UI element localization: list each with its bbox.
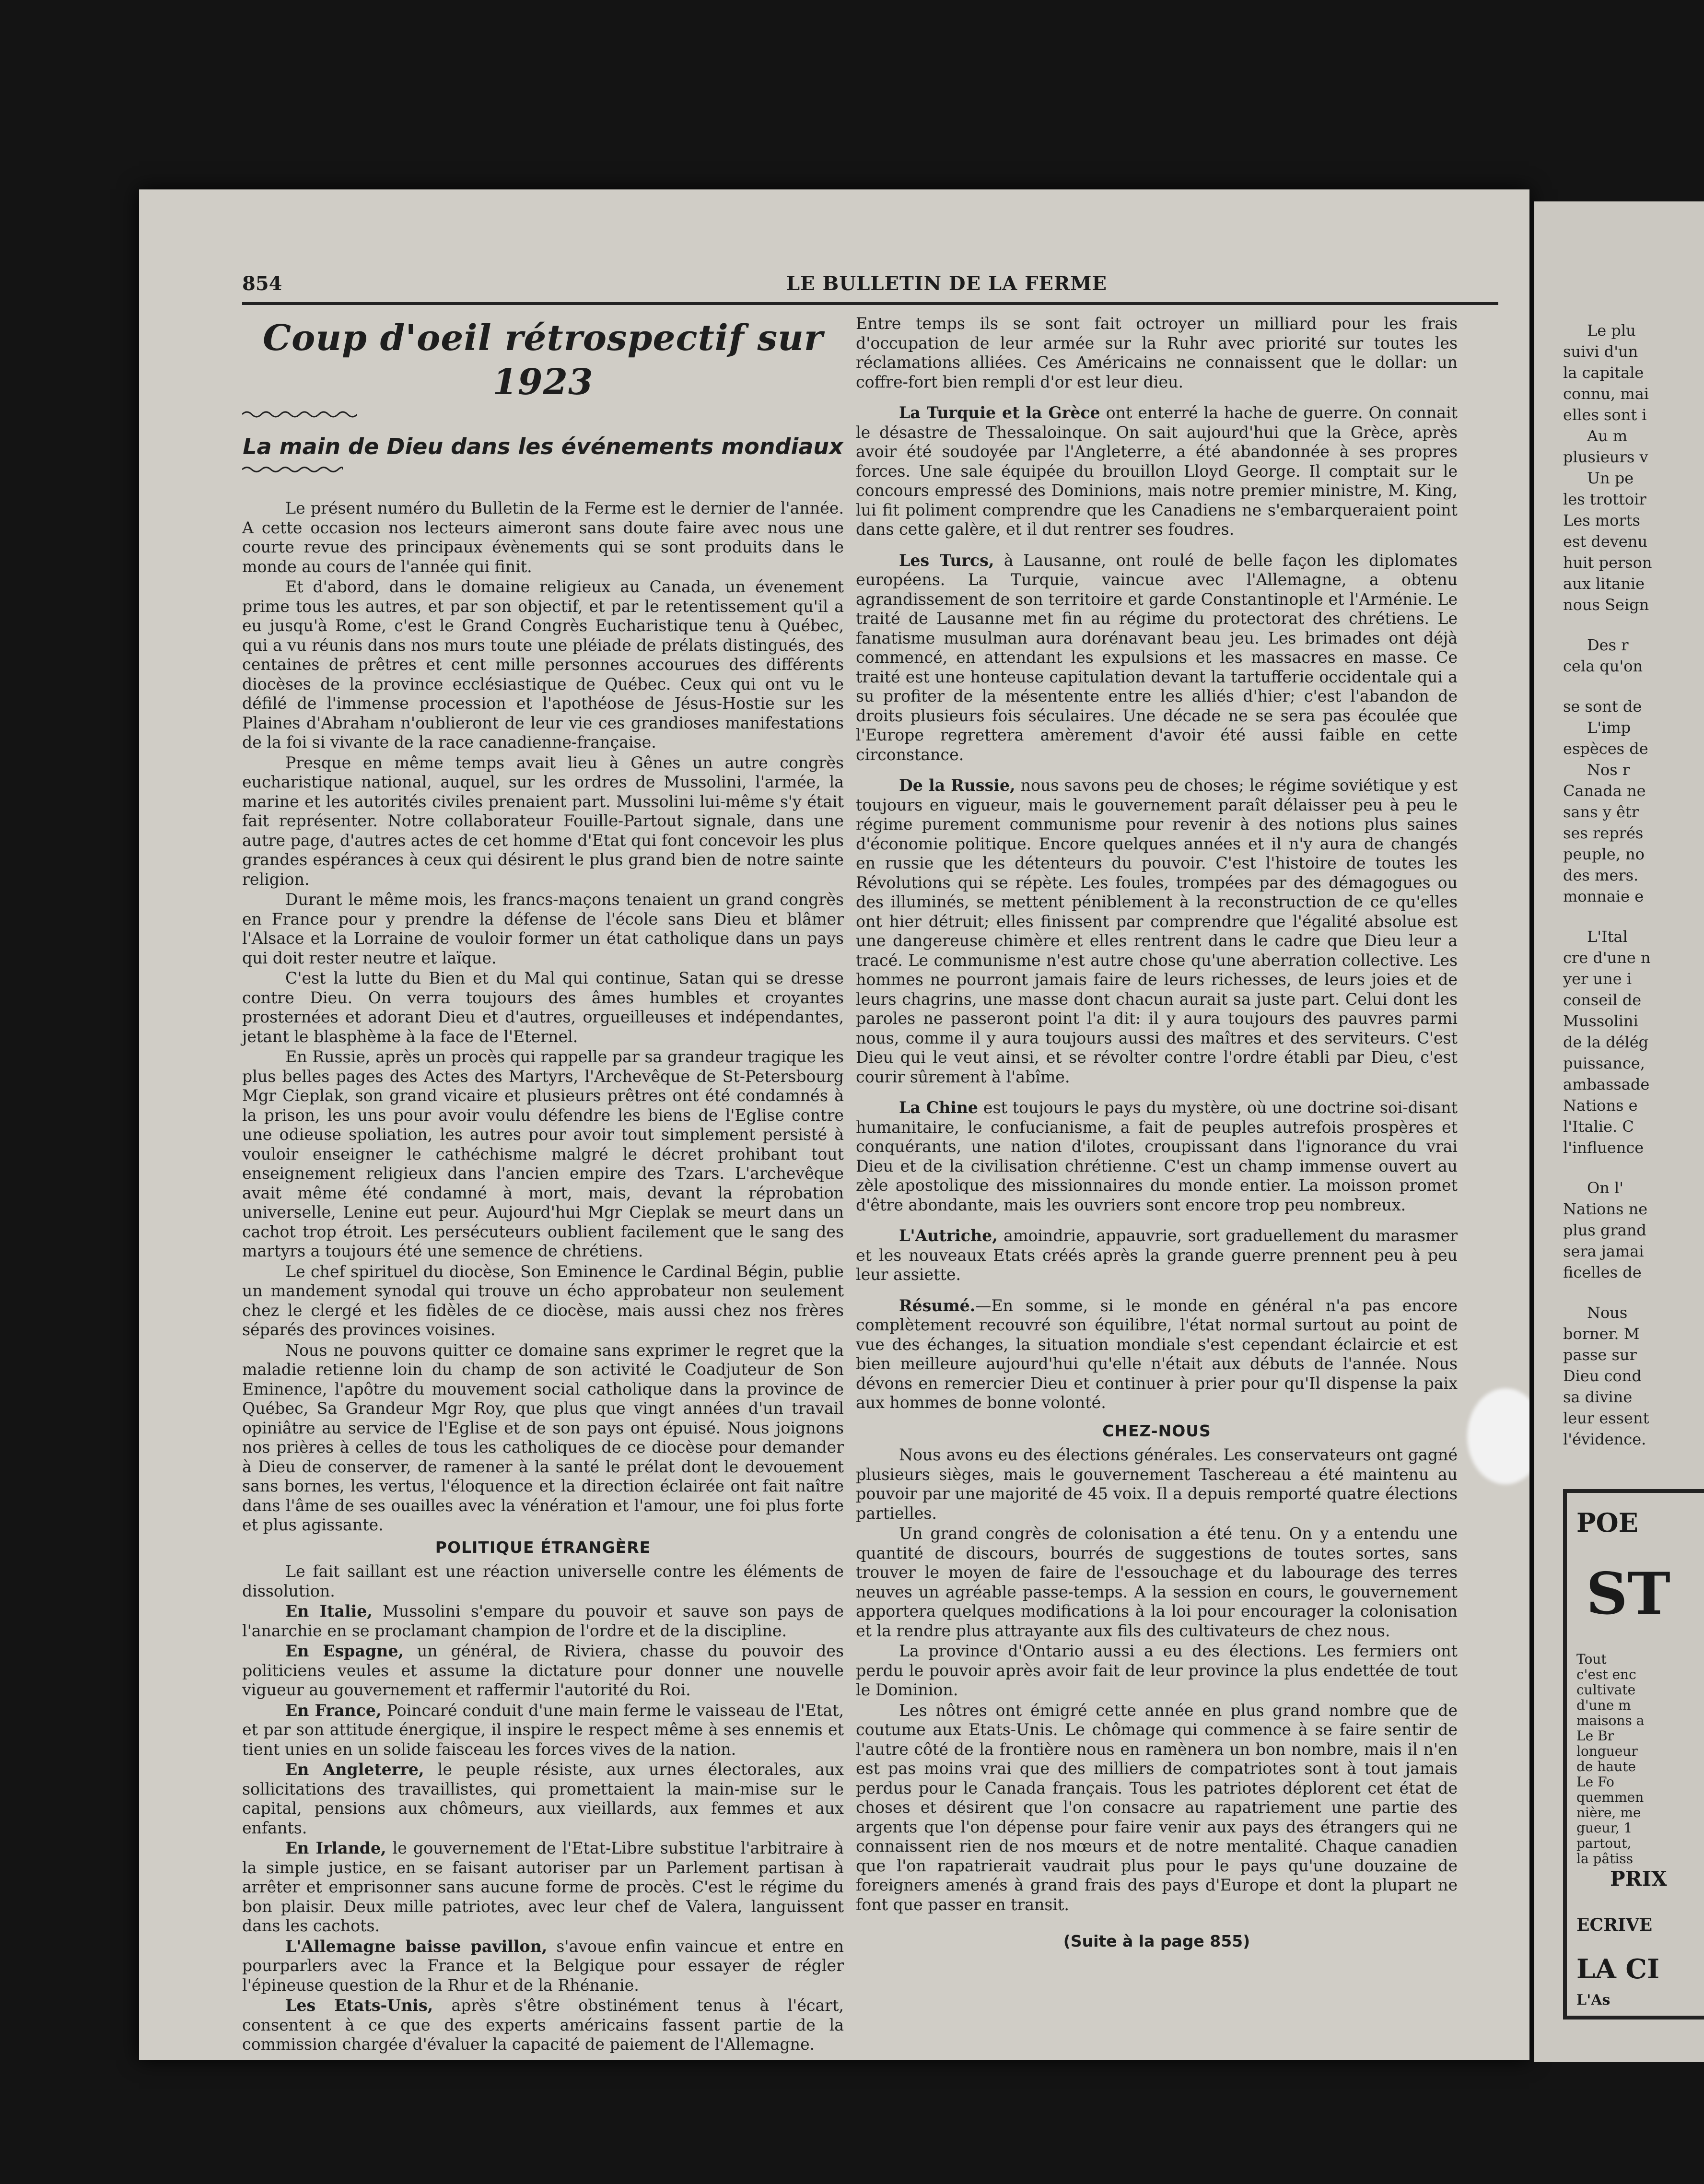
politique-paragraphs xyxy=(242,1562,844,2055)
world-paragraph xyxy=(856,1226,1458,1285)
fragment-line: On l' xyxy=(1587,1179,1624,1197)
fragment-line: la capitale xyxy=(1563,364,1644,382)
fragment-line: nous Seign xyxy=(1563,596,1649,614)
advert-line: partout, xyxy=(1576,1835,1632,1851)
fragment-line: l'évidence. xyxy=(1563,1430,1646,1448)
fragment-line: passe sur xyxy=(1563,1346,1637,1364)
paragraph-lead: L'Autriche, xyxy=(899,1226,998,1245)
fragment-line: Les morts xyxy=(1563,511,1640,529)
fragment-line: est devenu xyxy=(1563,532,1648,551)
fragment-line: suivi d'un xyxy=(1563,342,1638,361)
intro-paragraph: C'est la lutte du Bien et du Mal qui continue, Satan qui se dresse contre Dieu. On verra toujours des âmes humbles et croyantes prosternées et adorant Dieu et d'autres, orgueilleuses et indépendantes, jetant le blasphème à la face de l'Eternel. xyxy=(242,969,844,1046)
fragment-line: l'influence xyxy=(1563,1139,1644,1157)
politique-paragraph xyxy=(242,1760,844,1838)
paragraph-lead: La Turquie et la Grèce xyxy=(899,403,1100,422)
intro-paragraph: En Russie, après un procès qui rappelle par sa grandeur tragique les plus belles pages des Actes des Martyrs, l'Archevêque de St-Petersbourg Mgr Cieplak, son grand vicaire et plusieurs prêtres ont été condamnés à la prison, les uns pour avoir voulu défendre les biens de l'Eglise contre une odieuse spoliation, les autres pour avoir tout simplement persisté à vouloir enseigner le cathéchisme malgré le décret prohibant tout enseignement religieux dans l'ancien empire des Tzars. L'archevêque avait même été condamné à mort, mais, devant la réprobation universelle, Lenine eut peur. Aujourd'hui Mgr Cieplak se meurt dans un cachot trop étroit. Les persécuteurs oublient facilement que le sang des martyrs a toujours été une semence de chrétiens. xyxy=(242,1047,844,1260)
left-column xyxy=(242,314,844,2055)
advert-line: Tout xyxy=(1576,1651,1607,1667)
fragment-line: plusieurs v xyxy=(1563,448,1648,466)
fragment-line: yer une i xyxy=(1563,970,1632,988)
paragraph-lead: En Irlande, xyxy=(285,1839,386,1857)
fragment-line: des mers. xyxy=(1563,866,1639,884)
fragment-line: les trottoir xyxy=(1563,490,1646,508)
fragment-line: elles sont i xyxy=(1563,406,1647,424)
advert-line: maisons a xyxy=(1576,1713,1645,1728)
fragment-line: peuple, no xyxy=(1563,845,1645,863)
running-head: LE BULLETIN DE LA FERME xyxy=(786,272,1108,295)
world-paragraph xyxy=(856,776,1458,1087)
paragraph-text: le gouvernement de l'Etat-Libre substitue l'arbitraire à la simple justice, en se faisant autoriser par un Parlement partisan à arrêter et emprisonner sans aucune forme de procès. C'est le régime du bon plaisir. Deux mille patriotes, avec leur chef de Valera, languissent dans les cachots. xyxy=(242,1839,844,1935)
paragraph-text: ont enterré la hache de guerre. On connait le désastre de Thessaloinque. On sait aujourd'hui que la Grèce, après avoir été soudoyée par l'Angleterre, a été abandonnée à ses propres forces. Une sale équipée du brouillon Lloyd George. Il comptait sur le concours empressé des Dominions, mais notre premier ministre, M. King, lui fit poliment comprendre que les Canadiens ne s'embarqueraient point dans cette galère, et il dut rentrer ses foudres. xyxy=(856,403,1458,539)
fragment-line: L'Ital xyxy=(1587,928,1628,946)
paragraph-text: Poincaré conduit d'une main ferme le vaisseau de l'Etat, et par son attitude énergique, il inspire le respect même à ses ennemis et tient unies en un solide faisceau les forces vives de la nation. xyxy=(242,1701,844,1759)
advert-lacie: LA CI xyxy=(1576,1953,1660,1985)
paragraph-text: —En somme, si le monde en général n'a pas encore complètement recouvré son équilibre, l'état normal surtout au point de vue des échanges, la situation mondiale s'est cependant éclaircie et est bien meilleure aujourd'hui qu'elle n'était aux débuts de l'année. Nous dévons en remercier Dieu et continuer à prier pour qu'Il dispense la paix aux hommes de bonne volonté. xyxy=(856,1296,1458,1412)
advert-line: Le Br xyxy=(1576,1728,1614,1744)
advert-title: POE xyxy=(1576,1507,1638,1538)
fragment-line: espèces de xyxy=(1563,740,1648,758)
fragment-line: Mussolini xyxy=(1563,1012,1638,1030)
advert-line: c'est enc xyxy=(1576,1667,1636,1682)
fragment-line: Nations e xyxy=(1563,1096,1638,1115)
section-heading-politique: POLITIQUE ÉTRANGÈRE xyxy=(435,1538,651,1557)
advert-line: la pâtiss xyxy=(1576,1851,1634,1867)
page-header xyxy=(242,266,1498,295)
header-rule xyxy=(242,302,1498,305)
fragment-line: l'Italie. C xyxy=(1563,1117,1634,1136)
fragment-line: cela qu'on xyxy=(1563,657,1643,675)
fragment-line: borner. M xyxy=(1563,1325,1640,1343)
cheznous-paragraph: Les nôtres ont émigré cette année en plus grand nombre que de coutume aux Etats-Unis. Le chômage qui commence à se faire sentir de l'autre côté de la frontière nous en ramènera un bon nombre, mais il n'en est pas moins vrai que des milliers de compatriotes sont à tout jamais perdus pour le Canada français. Tous les patriotes déplorent cet état de choses et désirent que l'on consacre au rapatriement une partie des argents que l'on dépense pour faire venir aux pays des étrangers qui ne connaissent rien de nos mœurs et de notre mentalité. Chaque canadien que l'on rapatrierait vaudrait plus pour le pays qu'une douzaine de foreigners amenés à grand frais des pays d'Europe et dont la plupart ne font que passer en transit. xyxy=(856,1701,1458,1914)
paragraph-lead: En Angleterre, xyxy=(285,1760,424,1779)
intro-paragraph: Presque en même temps avait lieu à Gênes un autre congrès eucharistique national, auquel, sur les ordres de Mussolini, l'armée, la marine et les autorités civiles prenaient part. Mussolini lui-même s'y était fait représenter. Notre collaborateur Fouille-Partout signale, dans une autre page, d'autres actes de cet homme d'Etat qui font concevoir les plus grandes espérances à ceux qui désirent le plus grand bien de notre sainte religion. xyxy=(242,753,844,889)
fragment-line: plus grand xyxy=(1563,1221,1646,1239)
continuation-note: (Suite à la page 855) xyxy=(1063,1932,1250,1950)
paragraph-text: nous savons peu de choses; le régime soviétique y est toujours en vigueur, mais le gouvernement paraît délaisser peu à peu le régime purement communisme pour revenir à des notions plus saines d'économie politique. Encore quelques années et il n'y aura de changés en russie que les détenteurs du pouvoir. C'est l'histoire de toutes les Révolutions qui se répète. Les foules, trompées par des démagogues ou des illuminés, se mettent péniblement à la reconstruction de ce qu'elles ont hier détruit; elles finissent par comprendre que l'égalité absolue est une dangereuse chimère et elles rentrent dans le cadre que Dieu leur a tracé. Le communisme n'est autre chose qu'une aberration collective. Les hommes ne pourront jamais faire de leurs richesses, de leurs joies et de leurs chagrins, une masse dont chacun aurait sa juste part. Celui dont les paroles ne passeront point l'a dit: il y aura toujours des pauvres parmi nous, comme il y aura toujours aussi des maîtres et des serviteurs. C'est Dieu qui le veut ainsi, et se révolter contre l'ordre établi par Dieu, c'est courir sûrement à l'abîme. xyxy=(856,776,1458,1086)
paragraph-lead: Les Etats-Unis, xyxy=(285,1996,433,2015)
advert-box xyxy=(1563,1489,1704,2020)
paragraph-text: s'avoue enfin vaincue et entre en pourparlers avec la France et la Belgique pour essayer de régler l'épineuse question de la Rhur et de la Rhénanie. xyxy=(242,1937,844,1995)
cheznous-paragraph: Nous avons eu des élections générales. Les conservateurs ont gagné plusieurs sièges, mais le gouvernement Taschereau a été maintenu au pouvoir par une majorité de 45 voix. Il a depuis remporté quatre élections partielles. xyxy=(856,1445,1458,1523)
politique-paragraph xyxy=(242,1996,844,2055)
politique-paragraph xyxy=(242,1642,844,1700)
politique-paragraph xyxy=(242,1937,844,1996)
fragment-line: cre d'une n xyxy=(1563,949,1651,967)
fragment-line: Nous xyxy=(1587,1303,1628,1322)
fragment-line: leur essent xyxy=(1563,1409,1649,1427)
advert-line: gueur, 1 xyxy=(1576,1820,1633,1836)
politique-paragraph xyxy=(242,1562,844,1601)
fragment-line: Des r xyxy=(1587,636,1629,654)
subtitle-ornament xyxy=(242,464,343,475)
article-title: Coup d'oeil rétrospectif sur 1923 xyxy=(263,317,823,403)
paragraph-lead: L'Allemagne baisse pavillon, xyxy=(285,1937,548,1956)
advert-line: Le Fo xyxy=(1576,1774,1614,1790)
paragraph-text: un général, de Riviera, chasse du pouvoir des politiciens veules et assume la dictature pour donner une nouvelle vigueur au gouvernement et raffermir l'autorité du Roi. xyxy=(242,1642,844,1699)
advert-line: quemmen xyxy=(1576,1789,1644,1805)
paper-stain xyxy=(1467,1388,1529,1484)
paragraph-text: Entre temps ils se sont fait octroyer un milliard pour les frais d'occupation de leur armée sur la Ruhr avec priorité sur toutes les réclamations alliées. Ces Américains ne connaissent que le dollar: un coffre-fort bien rempli d'or est leur dieu. xyxy=(856,314,1458,391)
fragment-line: ficelles de xyxy=(1563,1263,1642,1281)
section-heading-cheznous: CHEZ-NOUS xyxy=(1102,1421,1211,1440)
fragment-line: Nations ne xyxy=(1563,1200,1648,1218)
world-paragraph xyxy=(856,551,1458,765)
fragment-line: Le plu xyxy=(1587,321,1636,340)
paragraph-lead: En France, xyxy=(285,1701,382,1720)
paragraph-text: le peuple résiste, aux urnes électorales, aux sollicitations des travaillistes, qui promettaient la main-mise sur le capital, pensions aux chômeurs, aux vieillards, aux femmes et aux enfants. xyxy=(242,1760,844,1837)
paragraph-text: après s'être obstinément tenus à l'écart, consentent à ce que des experts américains fassent partie de la commission chargée d'évaluer la capacité de paiement de l'Allemagne. xyxy=(242,1996,844,2054)
paragraph-lead: La Chine xyxy=(899,1098,979,1117)
newspaper-page xyxy=(139,189,1529,2060)
intro-paragraph: Et d'abord, dans le domaine religieux au Canada, un évenement prime tous les autres, et par son objectif, et par le retentissement qu'il a eu jusqu'à Rome, c'est le Grand Congrès Eucharistique tenu à Québec, qui a vu réunis dans nos murs toute une pléiade de prélats distingués, des centaines de prêtres et cent mille personnes accourues des différents diocèses de la province ecclésiastique de Québec. Ceux qui ont vu le défilé de l'immense procession et l'apothéose de Jésus-Hostie sur les Plaines d'Abraham n'oublieront de leur vie ces grandioses manifestations de la foi si vivante de la race canadienne-française. xyxy=(242,577,844,751)
intro-paragraph: Nous ne pouvons quitter ce domaine sans exprimer le regret que la maladie retienne loin du champ de son activité le Coadjuteur de Son Eminence, l'apôtre du mouvement social catholique dans la province de Québec, Sa Grandeur Mgr Roy, que plus que vingt années d'un travail opiniâtre au service de l'Eglise et de son pays ont épuisé. Nous joignons nos prières à celles de tous les catholiques de ce diocèse pour demander à Dieu de conserver, de ramener à la santé le prélat dont le devouement sans bornes, les vertus, l'éloquence et la direction éclairée ont fait naître dans l'âme de ses ouailles avec la vénération et l'amour, une foi plus forte et plus agissante. xyxy=(242,1340,844,1534)
advert-line: de haute xyxy=(1576,1759,1636,1774)
fragment-line: ambassade xyxy=(1563,1075,1650,1093)
fragment-line: se sont de xyxy=(1563,697,1642,716)
article-subtitle: La main de Dieu dans les événements mondiaux xyxy=(243,433,843,459)
paragraph-text: Le fait saillant est une réaction universelle contre les éléments de dissolution. xyxy=(242,1562,844,1600)
fragment-line: puissance, xyxy=(1563,1054,1645,1072)
intro-paragraph: Le présent numéro du Bulletin de la Ferme est le dernier de l'année. A cette occasion nos lecteurs aimeront sans doute faire avec nous une courte revue des principaux évènements qui se sont produits dans le monde au cours de l'année qui finit. xyxy=(242,499,844,576)
cheznous-paragraph: Un grand congrès de colonisation a été tenu. On y a entendu une quantité de discours, bourrés de suggestions de toutes sortes, sans trouver le moyen de faire de l'essouchage et du labourage des terres neuves un agréable passe-temps. A la session en cours, le gouvernement apportera quelques modifications à la loi pour encourager la colonisation et la rendre plus attrayante aux fils des cultivateurs de chez nous. xyxy=(856,1524,1458,1640)
advert-line: cultivate xyxy=(1576,1682,1636,1698)
fragment-line: L'imp xyxy=(1587,718,1631,737)
fragment-line: conseil de xyxy=(1563,991,1642,1009)
fragment-line: de la délég xyxy=(1563,1033,1649,1051)
paragraph-lead: En Espagne, xyxy=(285,1642,404,1660)
advert-line: longueur xyxy=(1576,1743,1638,1759)
cheznous-paragraph: La province d'Ontario aussi a eu des élections. Les fermiers ont perdu le pouvoir après avoir fait de leur province la plus endettée de tout le Dominion. xyxy=(856,1642,1458,1699)
paragraph-text: est toujours le pays du mystère, où une doctrine soi-disant humanitaire, le confucianisme, a fait de peuples autrefois prospères et conquérants, une nation d'ilotes, croupissant dans l'ignorance du vrai Dieu et de la civilisation chrétienne. C'est un champ immense ouvert au zèle apostolique des missionnaires du monde entier. La moisson promet d'être abondante, mais les ouvriers sont encore trop peu nombreux. xyxy=(856,1098,1458,1214)
paragraph-lead: En Italie, xyxy=(285,1602,373,1620)
fragment-line: sera jamai xyxy=(1563,1242,1644,1260)
paragraph-text: Mussolini s'empare du pouvoir et sauve son pays de l'anarchie en se proclamant champion de l'ordre et de la discipline. xyxy=(242,1602,844,1640)
politique-paragraph xyxy=(242,1602,844,1641)
world-paragraph xyxy=(856,1098,1458,1215)
advert-las: L'As xyxy=(1576,1992,1611,2008)
fragment-line: Nos r xyxy=(1587,761,1630,779)
title-ornament xyxy=(242,408,357,421)
paragraph-lead: De la Russie, xyxy=(899,776,1015,795)
politique-paragraph xyxy=(242,1701,844,1760)
fragment-line: monnaie e xyxy=(1563,887,1644,905)
fragment-line: connu, mai xyxy=(1563,385,1649,403)
world-paragraph xyxy=(856,403,1458,540)
world-paragraphs xyxy=(856,314,1458,1413)
paragraph-lead: Les Turcs, xyxy=(899,551,994,570)
paragraph-text: amoindrie, appauvrie, sort graduellement du marasmer et les nouveaux Etats créés après la grande guerre prennent peu à peu leur assiette. xyxy=(856,1226,1458,1284)
world-paragraph xyxy=(856,314,1458,392)
fragment-line: Au m xyxy=(1587,427,1628,445)
intro-paragraph: Le chef spirituel du diocèse, Son Eminence le Cardinal Bégin, publie un mandement synodal qui trouve un écho approbateur non seulement chez le clergé et les fidèles de ce diocèse, mais aussi chez nos frères séparés des provinces voisines. xyxy=(242,1262,844,1339)
advert-prix: PRIX xyxy=(1610,1867,1667,1890)
adjacent-page-fragment xyxy=(1534,201,1704,2062)
fragment-line: aux litanie xyxy=(1563,575,1645,593)
fragment-line: sans y êtr xyxy=(1563,803,1639,821)
intro-paragraph: Durant le même mois, les francs-maçons tenaient un grand congrès en France pour y prendre la défense de l'école sans Dieu et blâmer l'Alsace et la Lorraine de vouloir former un état catholique dans un pays qui doit rester neutre et laïque. xyxy=(242,890,844,967)
advert-line: nière, me xyxy=(1576,1805,1641,1820)
right-column xyxy=(856,314,1458,1951)
fragment-line: Un pe xyxy=(1587,469,1634,487)
paragraph-text: à Lausanne, ont roulé de belle façon les diplomates européens. La Turquie, vaincue avec l'Allemagne, a obtenu agrandissement de son territoire et garde Constantinople et l'Arménie. Le traité de Lausanne met fin au régime du protectorat des chrétiens. Le fanatisme musulman aura dorénavant beau jeu. Les brimades ont déjà commencé, en attendant les expulsions et les massacres en masse. Ce traité est une honteuse capitulation devant la tartufferie occidentale qui a su profiter de la mésentente entre les alliés d'hier; c'est l'abandon de droits plusieurs fois séculaires. Une décade ne se sera pas écoulée que l'Europe regrettera amèrement d'avoir été aussi faible en cette circonstance. xyxy=(856,551,1458,764)
page-number: 854 xyxy=(242,272,282,295)
advert-big-letters: ST xyxy=(1586,1560,1670,1628)
paragraph-lead: Résumé. xyxy=(899,1296,976,1315)
advert-line: d'une m xyxy=(1576,1697,1631,1713)
fragment-line: Dieu cond xyxy=(1563,1367,1642,1385)
fragment-line: Canada ne xyxy=(1563,782,1646,800)
world-paragraph xyxy=(856,1296,1458,1413)
fragment-line: ses représ xyxy=(1563,824,1644,842)
fragment-line: huit person xyxy=(1563,553,1652,572)
cheznous-paragraphs xyxy=(856,1445,1458,1914)
fragment-line: sa divine xyxy=(1563,1388,1633,1406)
advert-ecrive: ECRIVE xyxy=(1576,1915,1653,1935)
politique-paragraph xyxy=(242,1839,844,1936)
intro-paragraphs xyxy=(242,499,844,1535)
